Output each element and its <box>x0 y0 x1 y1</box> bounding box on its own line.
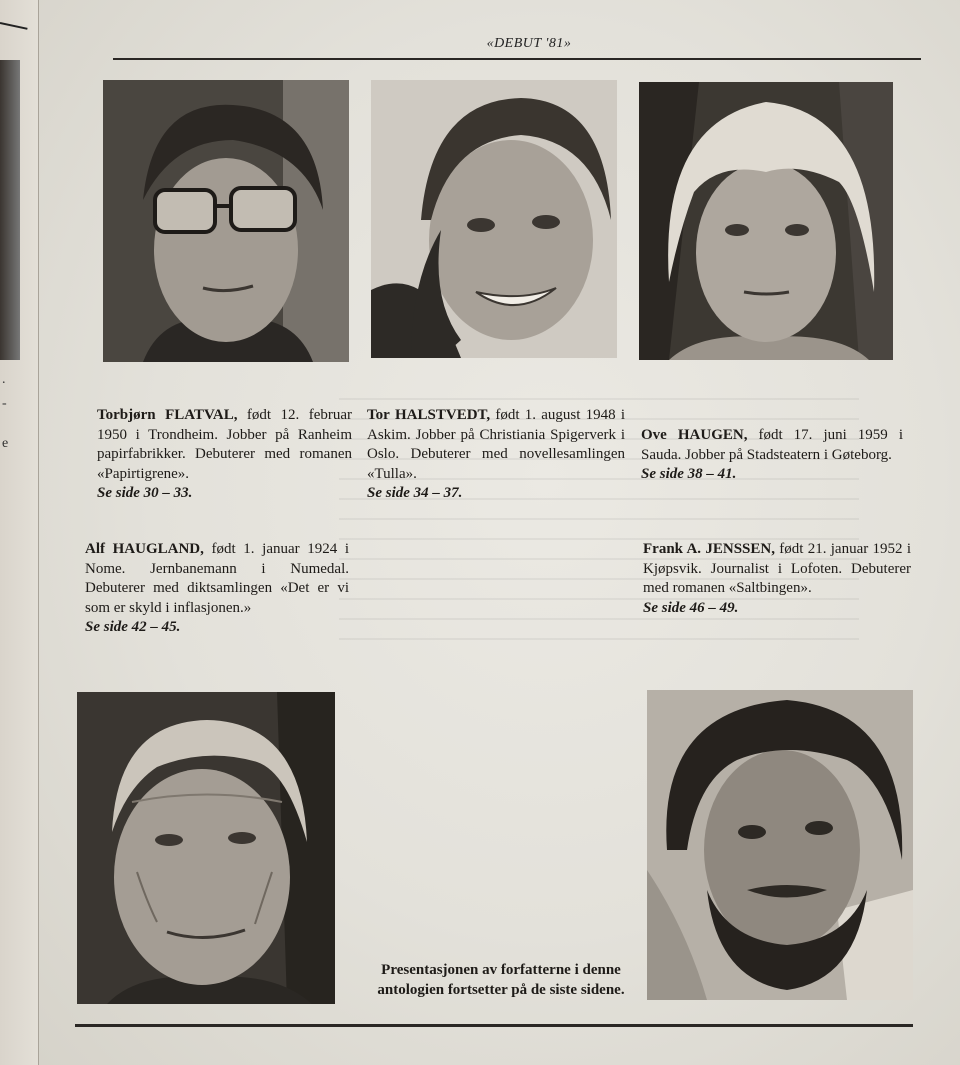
author-last-name: FLATVAL, <box>165 407 238 423</box>
author-first-name: Tor <box>367 407 390 423</box>
author-bio-haugland <box>85 540 349 638</box>
author-photo-haugland <box>77 692 335 1004</box>
author-bio-flatval <box>97 406 352 504</box>
author-bio-text: født 12. februar 1950 i Trondheim. Jobber på Ranheim papirfabrikker. Debuterer med romanen «Papirtigrene». <box>97 407 353 482</box>
portrait-smiling-man <box>371 80 617 358</box>
author-first-name: Frank A. <box>643 541 702 557</box>
author-first-name: Torbjørn <box>97 407 156 423</box>
closing-note: Presentasjonen av forfatterne i denne antologien fortsetter på de siste sidene. <box>377 962 625 998</box>
magazine-page <box>38 0 960 1065</box>
author-bio-text: født 1. august 1948 i Askim. Jobber på Christiania Spigerverk i Oslo. Debuterer med novellesamlingen «Tulla». <box>367 407 626 482</box>
author-bio-text: født 1. januar 1924 i Nome. Jernbanemann i Numedal. Debuterer med diktsamlingen «Det er vi som er skyld i inflasjonen.» <box>85 541 350 616</box>
author-first-name: Ove <box>641 427 667 443</box>
page-reference: Se side 42 – 45. <box>85 619 181 635</box>
author-bio-text: født 17. juni 1959 i Sauda. Jobber på Stadsteatern i Gøteborg. <box>641 427 904 463</box>
page-reference: Se side 38 – 41. <box>641 466 737 482</box>
portrait-glasses-man <box>103 80 349 362</box>
page-header: «DEBUT '81» <box>486 36 572 51</box>
author-last-name: HAUGLAND, <box>112 541 204 557</box>
bottom-rule <box>75 1024 913 1027</box>
author-bio-jenssen <box>643 540 911 618</box>
left-page-photo-edge <box>0 60 20 360</box>
page-reference: Se side 46 – 49. <box>643 599 739 616</box>
author-last-name: HAUGEN, <box>677 427 748 443</box>
author-bio-text: født 21. januar 1952 i Kjøpsvik. Journalist i Lofoten. Debuterer med romanen «Saltbingen». <box>643 541 912 596</box>
portrait-bearded-man <box>647 690 913 1000</box>
author-photo-jenssen <box>647 690 913 1000</box>
author-last-name: JENSSEN, <box>705 541 775 557</box>
author-last-name: HALSTVEDT, <box>395 407 491 423</box>
author-first-name: Alf <box>85 541 105 557</box>
portrait-blond-man <box>639 82 893 360</box>
author-photo-flatval <box>103 80 349 362</box>
top-rule <box>113 58 921 60</box>
left-page-fragment: . <box>2 372 6 387</box>
left-page-fragment: e <box>2 436 9 451</box>
page-reference: Se side 34 – 37. <box>367 485 463 501</box>
page-reference: Se side 30 – 33. <box>97 485 193 501</box>
author-photo-haugen <box>639 82 893 360</box>
author-bio-haugen <box>641 426 903 485</box>
left-page-rule <box>0 22 28 30</box>
author-photo-halstvedt <box>371 80 617 358</box>
author-bio-halstvedt <box>367 406 625 504</box>
left-page-fragment: - <box>2 396 7 411</box>
portrait-older-man <box>77 692 335 1004</box>
